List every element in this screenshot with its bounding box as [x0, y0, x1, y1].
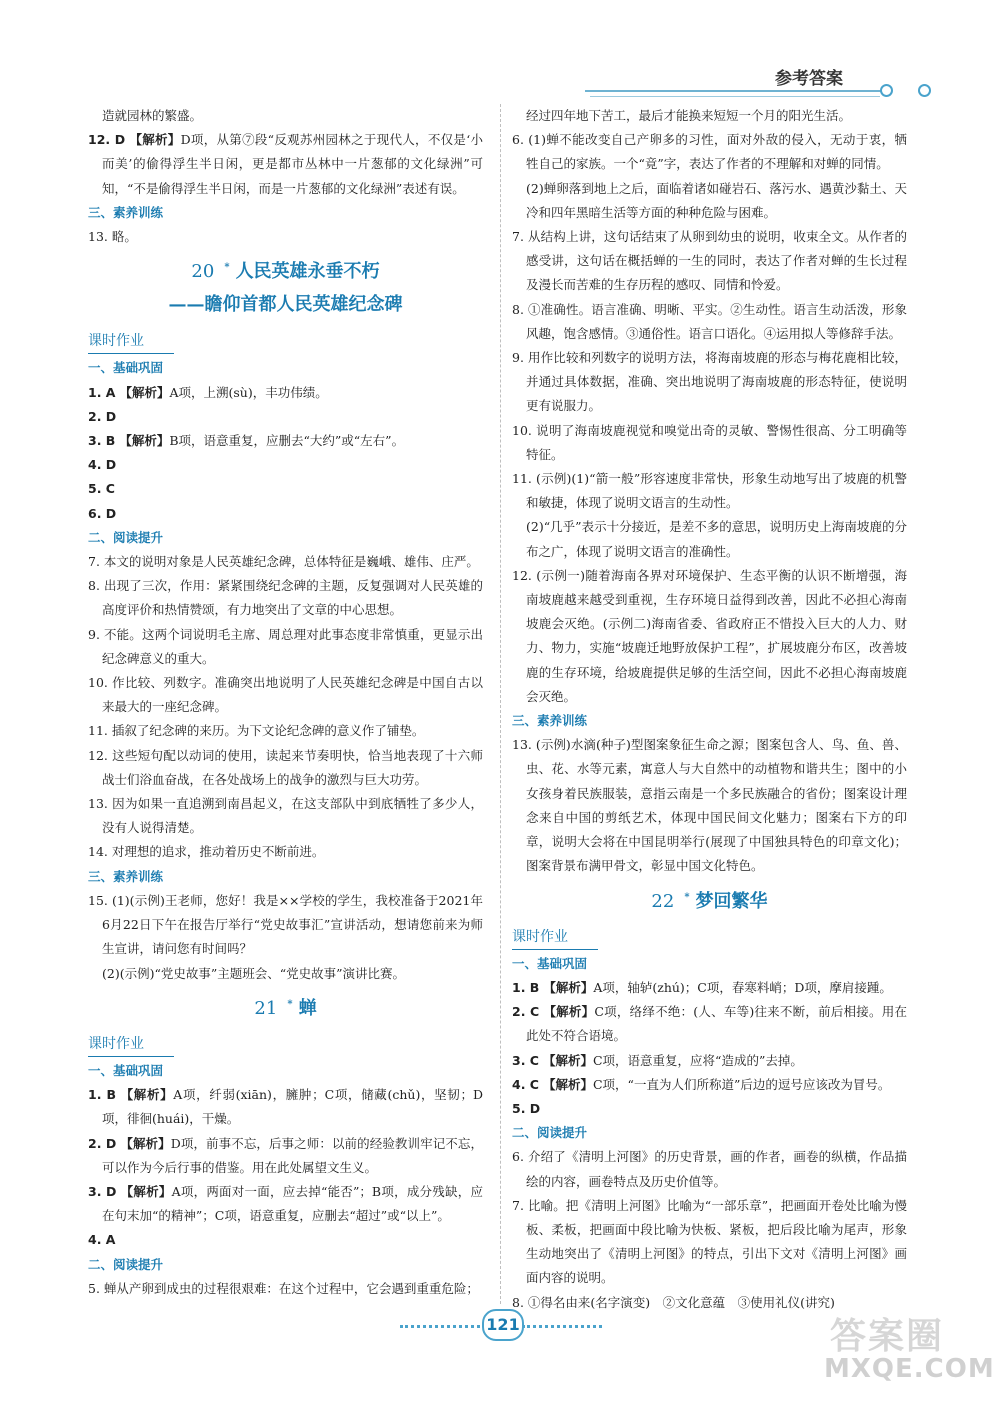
section-heading: 一、基础巩固: [88, 1062, 164, 1078]
answer-item: 4. D: [88, 457, 117, 473]
answer-item: 1. B 【解析】A项，纤弱(xiān)，臃肿；C项，储藏(chǔ)，坚韧；D项，徘徊(huái)，干燥。: [88, 1087, 483, 1127]
answer-text: 经过四年地下苦工，最后才能换来短短一个月的阳光生活。: [526, 108, 852, 123]
answer-item: 13. (示例)水滴(种子)型图案象征生命之源；图案包含人、鸟、鱼、兽、虫、花、水等元素，寓意人与大自然中的动植物和谐共生；图中的小女孩身着民族服装，意指云南是一个多民族融合的省份；图案设计理念来自中国的剪纸艺术，体现中国民间文化魅力；图案右下方的印章，说明大会将在中国昆明举行(展现了中国独具特色的印章文化)；图案背景布满甲骨文，彰显中国文化特色。: [512, 737, 907, 874]
answer-item: 14. 对理想的追求，推动着历史不断前进。: [88, 844, 325, 860]
section-heading: 三、素养训练: [88, 868, 164, 884]
lesson-subtitle: ——瞻仰首都人民英雄纪念碑: [168, 294, 403, 316]
answer-item: 9. 用作比较和列数字的说明方法，将海南坡鹿的形态与梅花鹿相比较，并通过具体数据，准确、突出地说明了海南坡鹿的形态特征，使说明更有说服力。: [512, 350, 907, 414]
answer-item: (2)蝉卵落到地上之后，面临着诸如碰岩石、落污水、遇黄沙黏土、天冷和四年黑暗生活等方面的种种危险与困难。: [526, 180, 907, 220]
answer-item: 12. (示例一)随着海南各界对环境保护、生态平衡的认识不断增强，海南坡鹿越来越受到重视，生存环境日益得到改善，因此不必担心海南坡鹿会灭绝。(示例二)海南省委、省政府正不惜投入巨大的人力、财力、物力，实施“坡鹿迁地野放保护工程”，扩展坡鹿分布区，改善坡鹿的生存环境，给坡鹿提供足够的生活空间，因此不必担心海南坡鹿会灭绝。: [512, 567, 907, 704]
answer-item: 7. 比喻。把《清明上河图》比喻为“一部乐章”，把画面开卷处比喻为慢板、柔板，把画面中段比喻为快板、紧板，把后段比喻为尾声，形象生动地突出了《清明上河图》的特点，引出下文对《清明上河图》画面内容的说明。: [512, 1197, 907, 1286]
answer-item: 3. C 【解析】C项，语意重复，应将“造成的”去掉。: [512, 1052, 803, 1068]
answer-item: 10. 作比较、列数字。准确突出地说明了人民英雄纪念碑是中国自古以来最大的一座纪念碑。: [88, 675, 483, 715]
footer-dots: [522, 1325, 602, 1328]
header-dot-icon: [918, 84, 931, 97]
answer-item: (2)“几乎”表示十分接近，是差不多的意思，说明历史上海南坡鹿的分布之广，体现了说明文语言的准确性。: [526, 519, 907, 559]
answer-item: 9. 不能。这两个词说明毛主席、周总理对此事态度非常慎重，更显示出纪念碑意义的重大。: [88, 626, 483, 666]
answer-item: 11. 插叙了纪念碑的来历。为下文论纪念碑的意义作了铺垫。: [88, 723, 425, 739]
answer-item: 5. 蝉从产卵到成虫的过程很艰难：在这个过程中，它会遇到重重危险；: [88, 1280, 479, 1296]
answer-item: 8. ①得名由来(名字演变) ②文化意蕴 ③使用礼仪(讲究): [512, 1294, 835, 1310]
watermark-text: 答案圈: [830, 1316, 945, 1357]
answer-item: 12. D 【解析】D项，从第⑦段“反观苏州园林之于现代人，不仅是‘小而美’的偷得浮生半日闲，更是都市丛林中一片葱郁的文化绿洲”可知，“不是偷得浮生半日闲，而是一片葱郁的文化绿洲”表述有误。: [88, 132, 483, 196]
homework-label: 课时作业: [512, 925, 598, 950]
section-heading: 一、基础巩固: [512, 955, 588, 971]
answer-item: 15. (1)(示例)王老师，您好！我是××学校的学生，我校准备于2021年6月22日下午在报告厅举行“党史故事汇”宣讲活动，想请您前来为师生宣讲，请问您有时间吗？: [88, 892, 483, 957]
section-heading: 二、阅读提升: [88, 529, 164, 545]
answer-item: 11. (示例)(1)“箭一般”形容速度非常快，形象生动地写出了坡鹿的机警和敏捷，体现了说明文语言的生动性。: [512, 471, 907, 511]
header-title: 参考答案: [775, 69, 843, 89]
answer-item: 13. 因为如果一直追溯到南昌起义，在这支部队中到底牺牲了多少人，没有人说得清楚。: [88, 796, 483, 836]
answer-item: 4. A: [88, 1232, 116, 1248]
answer-item: 6. (1)蝉不能改变自己产卵多的习性，面对外敌的侵入，无动于衷，牺牲自己的家族。一个“竟”字，表达了作者的不理解和对蝉的同情。: [512, 132, 907, 172]
answer-item: 5. D: [512, 1100, 541, 1116]
answer-item: 1. B 【解析】A项，轴轳(zhú)；C项，春寒料峭；D项，摩肩接踵。: [512, 979, 892, 995]
watermark-logo: [820, 1308, 995, 1393]
header-rule-thin: [590, 96, 880, 97]
answer-item: 13. 略。: [88, 229, 137, 245]
answer-item: 7. 本文的说明对象是人民英雄纪念碑，总体特征是巍峨、雄伟、庄严。: [88, 554, 479, 570]
watermark-url: MXQE.COM: [824, 1354, 995, 1384]
answer-item: 6. D: [88, 505, 117, 521]
footer-dots: [400, 1325, 480, 1328]
lesson-title: 22 * 梦回繁华: [651, 890, 768, 912]
answer-item: 1. A 【解析】A项，上溯(sù)，丰功伟绩。: [88, 384, 328, 400]
column-divider: [500, 104, 501, 1304]
answer-item: 8. ①准确性。语言准确、明晰、平实。②生动性。语言生动活泼，形象风趣，饱含感情。③通俗性。语言口语化。④运用拟人等修辞手法。: [512, 301, 907, 341]
header-rule: [585, 90, 885, 92]
section-heading: 三、素养训练: [88, 204, 164, 220]
left-column: [88, 104, 483, 1301]
star-icon: *: [684, 891, 690, 903]
answer-item: 3. D 【解析】A项，两面对一面，应去掉“能否”；B项，成分残缺，应在句末加“的精神”；C项，语意重复，应删去“超过”或“以上”。: [88, 1183, 483, 1224]
page-header: [0, 0, 1000, 110]
answer-item: (2)(示例)“党史故事”主题班会、“党史故事”演讲比赛。: [102, 965, 406, 981]
answer-item: 7. 从结构上讲，这句话结束了从卵到幼虫的说明，收束全文。从作者的感受讲，这句话在概括蝉的一生的同时，表达了作者对蝉的生长过程及漫长而苦难的生存历程的感叹、同情和怜爱。: [512, 229, 907, 293]
answer-item: 2. D 【解析】D项，前事不忘，后事之师：以前的经验教训牢记不忘，可以作为今后行事的借鉴。用在此处属望文生义。: [88, 1135, 483, 1175]
section-heading: 三、素养训练: [512, 713, 588, 729]
section-heading: 二、阅读提升: [88, 1256, 164, 1272]
homework-label: 课时作业: [88, 329, 174, 354]
answer-item: 2. C 【解析】C项，络绎不绝：(人、车等)往来不断，前后相接。用在此处不符合语境。: [512, 1004, 907, 1044]
star-icon: *: [224, 262, 230, 274]
answer-item: 8. 出现了三次，作用：紧紧围绕纪念碑的主题，反复强调对人民英雄的高度评价和热情赞颂，有力地突出了文章的中心思想。: [88, 578, 483, 618]
answer-item: 6. 介绍了《清明上河图》的历史背景，画的作者，画卷的纵横，作品描绘的内容，画卷特点及历史价值等。: [512, 1149, 907, 1189]
right-column: [512, 104, 907, 1315]
header-dot-icon: [880, 84, 893, 97]
lesson-title: 20 * 人民英雄永垂不朽: [191, 261, 380, 283]
page-number: 121: [482, 1309, 524, 1341]
section-heading: 二、阅读提升: [512, 1125, 588, 1141]
answer-item: 5. C: [88, 481, 115, 497]
answer-item: 4. C 【解析】C项，“一直为人们所称道”后边的逗号应该改为冒号。: [512, 1076, 891, 1092]
answer-item: 2. D: [88, 408, 117, 424]
answer-item: 3. B 【解析】B项，语意重复，应删去“大约”或“左右”。: [88, 433, 405, 449]
answer-item: 12. 这些短句配以动词的使用，读起来节奏明快，恰当地表现了十六师战士们浴血奋战，在各处战场上的战争的激烈与巨大功劳。: [88, 747, 483, 787]
lesson-title: 21 * 蝉: [254, 997, 317, 1019]
homework-label: 课时作业: [88, 1032, 174, 1057]
answer-item: 10. 说明了海南坡鹿视觉和嗅觉出奇的灵敏、警惕性很高、分工明确等特征。: [512, 422, 907, 462]
star-icon: *: [287, 998, 293, 1010]
answer-text: 造就园林的繁盛。: [102, 108, 203, 123]
section-heading: 一、基础巩固: [88, 360, 164, 376]
